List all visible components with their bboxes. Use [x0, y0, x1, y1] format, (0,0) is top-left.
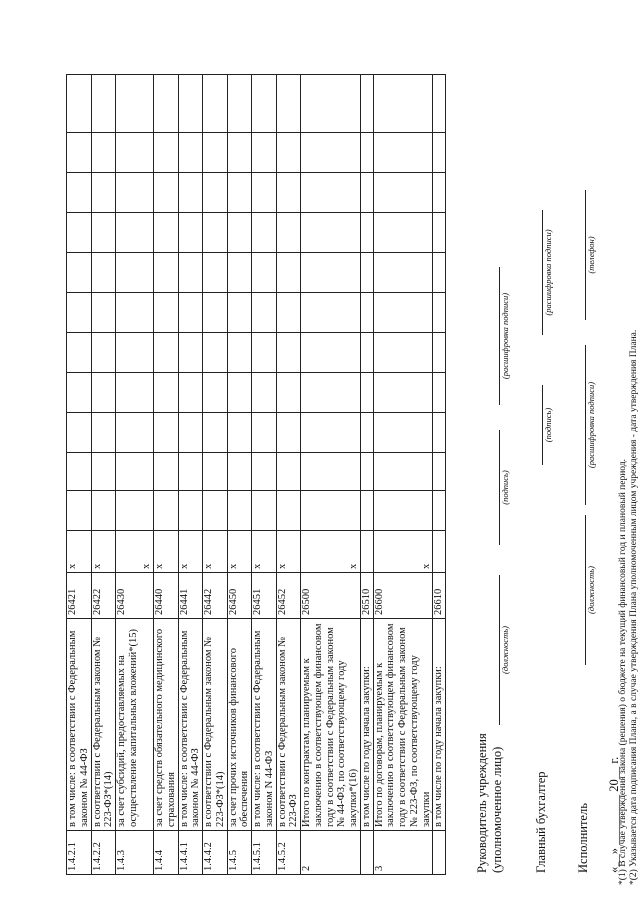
value-cell[interactable] [252, 173, 277, 213]
value-cell[interactable] [373, 133, 433, 173]
value-cell[interactable] [116, 253, 154, 293]
value-cell[interactable] [373, 373, 433, 413]
value-cell[interactable] [91, 133, 116, 173]
value-cell[interactable] [360, 333, 373, 373]
row-number: 2 [301, 831, 361, 875]
row-number: 1.4.2.2 [91, 831, 116, 875]
row-description: в соответствии с Федеральным законом № 223-ФЗ*(14) [203, 619, 228, 831]
value-cell[interactable] [227, 373, 252, 413]
value-cell[interactable] [203, 453, 228, 491]
value-cell[interactable] [203, 133, 228, 173]
value-cell[interactable] [301, 413, 361, 453]
value-cell[interactable] [227, 75, 252, 133]
value-cell[interactable] [360, 213, 373, 253]
value-cell[interactable] [433, 75, 446, 133]
row-mark [252, 531, 277, 573]
value-cell[interactable] [433, 373, 446, 413]
value-cell[interactable] [301, 173, 361, 213]
value-cell[interactable] [67, 133, 92, 173]
table-row [227, 75, 252, 875]
value-cell[interactable] [373, 213, 433, 253]
value-cell[interactable] [360, 373, 373, 413]
row-code: 26430 [116, 573, 154, 619]
value-cell[interactable] [91, 173, 116, 213]
row-mark [373, 531, 433, 573]
row-code: 26441 [178, 573, 203, 619]
row-code: 26452 [276, 573, 301, 619]
executor-position-caption: (должность) [586, 566, 596, 614]
value-cell[interactable] [360, 453, 373, 491]
value-cell[interactable] [373, 293, 433, 333]
value-cell[interactable] [178, 413, 203, 453]
value-cell[interactable] [67, 491, 92, 531]
value-cell[interactable] [178, 173, 203, 213]
value-cell[interactable] [373, 413, 433, 453]
value-cell[interactable] [276, 173, 301, 213]
value-cell[interactable] [178, 133, 203, 173]
value-cell[interactable] [301, 75, 361, 133]
row-mark [360, 531, 373, 573]
value-cell[interactable] [227, 453, 252, 491]
value-cell[interactable] [203, 253, 228, 293]
table-row [252, 75, 277, 875]
value-cell[interactable] [116, 373, 154, 413]
value-cell[interactable] [178, 453, 203, 491]
footnote-1: *(1) В случае утверждения закона (решения) о бюджете на текущий финансовый год и плановый период. [618, 459, 628, 885]
value-cell[interactable] [154, 75, 179, 133]
executor-phone-caption: (телефон) [586, 236, 596, 274]
table-row [373, 75, 433, 875]
value-cell[interactable] [178, 213, 203, 253]
value-cell[interactable] [252, 213, 277, 253]
table-row [116, 75, 154, 875]
head-label: Руководитель учреждения (уполномоченное лицо) [475, 733, 504, 873]
row-mark [276, 531, 301, 573]
row-mark [91, 531, 116, 573]
row-description: в том числе по году начала закупки: [360, 619, 373, 831]
x-mark: x [420, 563, 432, 569]
value-cell[interactable] [227, 413, 252, 453]
value-cell[interactable] [116, 333, 154, 373]
value-cell[interactable] [301, 293, 361, 333]
row-code: 26442 [203, 573, 228, 619]
value-cell[interactable] [91, 293, 116, 333]
value-cell[interactable] [227, 173, 252, 213]
value-cell[interactable] [203, 373, 228, 413]
value-cell[interactable] [154, 133, 179, 173]
row-description: за счет субсидий, предоставляемых на осуществление капитальных вложений*(15) [116, 619, 154, 831]
value-cell[interactable] [360, 491, 373, 531]
value-cell[interactable] [252, 253, 277, 293]
value-cell[interactable] [433, 293, 446, 333]
value-cell[interactable] [276, 75, 301, 133]
value-cell[interactable] [91, 373, 116, 413]
head-decoding-caption: (расшифровка подписи) [500, 292, 510, 380]
table-row [360, 75, 373, 875]
value-cell[interactable] [433, 333, 446, 373]
value-cell[interactable] [154, 333, 179, 373]
value-cell[interactable] [276, 333, 301, 373]
value-cell[interactable] [252, 133, 277, 173]
value-cell[interactable] [203, 491, 228, 531]
row-number: 3 [373, 831, 433, 875]
value-cell[interactable] [433, 133, 446, 173]
value-cell[interactable] [252, 333, 277, 373]
value-cell[interactable] [203, 413, 228, 453]
value-cell[interactable] [91, 75, 116, 133]
value-cell[interactable] [227, 491, 252, 531]
row-code: 26600 [373, 573, 433, 619]
value-cell[interactable] [91, 413, 116, 453]
value-cell[interactable] [276, 253, 301, 293]
value-cell[interactable] [116, 75, 154, 133]
value-cell[interactable] [252, 453, 277, 491]
value-cell[interactable] [203, 333, 228, 373]
x-mark: x [276, 563, 288, 569]
value-cell[interactable] [91, 253, 116, 293]
value-cell[interactable] [301, 253, 361, 293]
value-cell[interactable] [373, 333, 433, 373]
row-code: 26451 [252, 573, 277, 619]
value-cell[interactable] [67, 413, 92, 453]
value-cell[interactable] [203, 213, 228, 253]
value-cell[interactable] [360, 133, 373, 173]
value-cell[interactable] [433, 173, 446, 213]
row-description: в соответствии с Федеральным законом № 223-ФЗ*(14) [91, 619, 116, 831]
row-description: в соответствии с Федеральным законом № 223-ФЗ [276, 619, 301, 831]
value-cell[interactable] [116, 213, 154, 253]
table-row [433, 75, 446, 875]
value-cell[interactable] [67, 333, 92, 373]
value-cell[interactable] [178, 373, 203, 413]
row-number: 1.4.3 [116, 831, 154, 875]
x-mark: x [203, 563, 214, 569]
row-mark [433, 531, 446, 573]
value-cell[interactable] [91, 491, 116, 531]
value-cell[interactable] [154, 373, 179, 413]
value-cell[interactable] [116, 413, 154, 453]
row-number: 1.4.5 [227, 831, 252, 875]
row-code: 26500 [301, 573, 361, 619]
row-code: 26440 [154, 573, 179, 619]
value-cell[interactable] [91, 453, 116, 491]
row-description: за счет прочих источников финансового обеспечения [227, 619, 252, 831]
value-cell[interactable] [227, 293, 252, 333]
row-code: 26422 [91, 573, 116, 619]
x-mark: x [348, 563, 359, 569]
row-number: 1.4.4 [154, 831, 179, 875]
head-signature-caption: (подпись) [500, 470, 510, 505]
row-mark [301, 531, 361, 573]
table-row [276, 75, 301, 875]
row-description: в том числе по году начала закупки: [433, 619, 446, 831]
row-number: 1.4.4.1 [178, 831, 203, 875]
row-description: в том числе: в соответствии с Федеральным законом N 44-ФЗ [252, 619, 277, 831]
row-number: 1.4.4.2 [203, 831, 228, 875]
row-mark [154, 531, 179, 573]
table-row [301, 75, 361, 875]
row-mark [67, 531, 92, 573]
row-number [360, 831, 373, 875]
row-number: 1.4.5.2 [276, 831, 301, 875]
value-cell[interactable] [433, 491, 446, 531]
row-description: за счет средств обязательного медицинского страхования [154, 619, 179, 831]
value-cell[interactable] [373, 173, 433, 213]
value-cell[interactable] [360, 75, 373, 133]
value-cell[interactable] [154, 213, 179, 253]
row-number: 1.4.5.1 [252, 831, 277, 875]
value-cell[interactable] [178, 253, 203, 293]
value-cell[interactable] [178, 333, 203, 373]
value-cell[interactable] [154, 173, 179, 213]
value-cell[interactable] [252, 293, 277, 333]
x-mark: x [141, 563, 153, 569]
row-description: Итого по договорам, планируемым к заключению в соответствующем финансовом году в соответствии с Федеральным законом № 223-ФЗ, по соответствующему году закупки [373, 619, 433, 831]
x-mark: x [178, 563, 190, 569]
value-cell[interactable] [373, 453, 433, 491]
value-cell[interactable] [276, 373, 301, 413]
value-cell[interactable] [227, 213, 252, 253]
row-mark [203, 531, 228, 573]
value-cell[interactable] [203, 75, 228, 133]
value-cell[interactable] [276, 413, 301, 453]
row-code: 26450 [227, 573, 252, 619]
value-cell[interactable] [252, 373, 277, 413]
chief-signature-caption: (подпись) [543, 407, 553, 443]
value-cell[interactable] [116, 293, 154, 333]
chief-accountant-label: Главный бухгалтер [534, 771, 548, 873]
value-cell[interactable] [116, 173, 154, 213]
value-cell[interactable] [67, 213, 92, 253]
value-cell[interactable] [276, 453, 301, 491]
row-mark [227, 531, 252, 573]
table-row [91, 75, 116, 875]
value-cell[interactable] [67, 253, 92, 293]
value-cell[interactable] [373, 253, 433, 293]
value-cell[interactable] [276, 213, 301, 253]
table-row [203, 75, 228, 875]
value-cell[interactable] [203, 173, 228, 213]
table-row [154, 75, 179, 875]
value-cell[interactable] [116, 453, 154, 491]
row-mark [116, 531, 154, 573]
value-cell[interactable] [116, 491, 154, 531]
value-cell[interactable] [360, 173, 373, 213]
value-cell[interactable] [373, 75, 433, 133]
row-description: в том числе: в соответствии с Федеральным законом № 44-ФЗ [178, 619, 203, 831]
value-cell[interactable] [154, 413, 179, 453]
value-cell[interactable] [301, 213, 361, 253]
x-mark: x [154, 563, 165, 569]
table-row [178, 75, 203, 875]
value-cell[interactable] [276, 293, 301, 333]
row-number [433, 831, 446, 875]
value-cell[interactable] [373, 491, 433, 531]
value-cell[interactable] [301, 133, 361, 173]
executor-signature-caption: (расшифровка подписи) [586, 381, 596, 469]
row-mark [178, 531, 203, 573]
value-cell[interactable] [91, 213, 116, 253]
value-cell[interactable] [433, 213, 446, 253]
row-description: Итого по контрактам, планируемым к заключению в соответствующем финансовом году в соответствии с Федеральным законом № 44-ФЗ, по соответствующему году закупки*(16) [301, 619, 361, 831]
value-cell[interactable] [67, 173, 92, 213]
value-cell[interactable] [203, 293, 228, 333]
date-line: «__» ________ 20__ г. [607, 756, 621, 873]
value-cell[interactable] [67, 293, 92, 333]
executor-label: Исполнитель [576, 803, 590, 873]
row-code: 26421 [67, 573, 92, 619]
value-cell[interactable] [433, 453, 446, 491]
value-cell[interactable] [67, 453, 92, 491]
x-mark: x [227, 563, 239, 569]
value-cell[interactable] [301, 373, 361, 413]
footnote-2: *(2) Указывается дата подписания Плана, а в случае утверждения Плана уполномоченным лицом учреждения - дата утверждения Плана. [629, 329, 639, 885]
value-cell[interactable] [178, 293, 203, 333]
value-cell[interactable] [301, 453, 361, 491]
value-cell[interactable] [276, 491, 301, 531]
x-mark: x [91, 563, 103, 569]
value-cell[interactable] [301, 333, 361, 373]
x-mark: x [67, 563, 78, 569]
row-code: 26610 [433, 573, 446, 619]
value-cell[interactable] [227, 253, 252, 293]
plan-table [66, 74, 446, 875]
value-cell[interactable] [227, 133, 252, 173]
value-cell[interactable] [301, 491, 361, 531]
value-cell[interactable] [67, 75, 92, 133]
value-cell[interactable] [227, 333, 252, 373]
table-row [67, 75, 92, 875]
value-cell[interactable] [252, 75, 277, 133]
value-cell[interactable] [154, 453, 179, 491]
x-mark: x [252, 563, 263, 569]
row-code: 26510 [360, 573, 373, 619]
value-cell[interactable] [154, 491, 179, 531]
value-cell[interactable] [178, 491, 203, 531]
value-cell[interactable] [360, 293, 373, 333]
value-cell[interactable] [91, 333, 116, 373]
value-cell[interactable] [116, 133, 154, 173]
head-position-caption: (должность) [500, 626, 510, 674]
value-cell[interactable] [67, 373, 92, 413]
value-cell[interactable] [360, 253, 373, 293]
value-cell[interactable] [252, 413, 277, 453]
value-cell[interactable] [252, 491, 277, 531]
row-number: 1.4.2.1 [67, 831, 92, 875]
value-cell[interactable] [433, 413, 446, 453]
value-cell[interactable] [360, 413, 373, 453]
value-cell[interactable] [276, 133, 301, 173]
value-cell[interactable] [154, 253, 179, 293]
chief-decoding-caption: (расшифровка подписи) [543, 229, 553, 316]
row-description: в том числе: в соответствии с Федеральным законом № 44-ФЗ [67, 619, 92, 831]
value-cell[interactable] [154, 293, 179, 333]
value-cell[interactable] [433, 253, 446, 293]
value-cell[interactable] [178, 75, 203, 133]
